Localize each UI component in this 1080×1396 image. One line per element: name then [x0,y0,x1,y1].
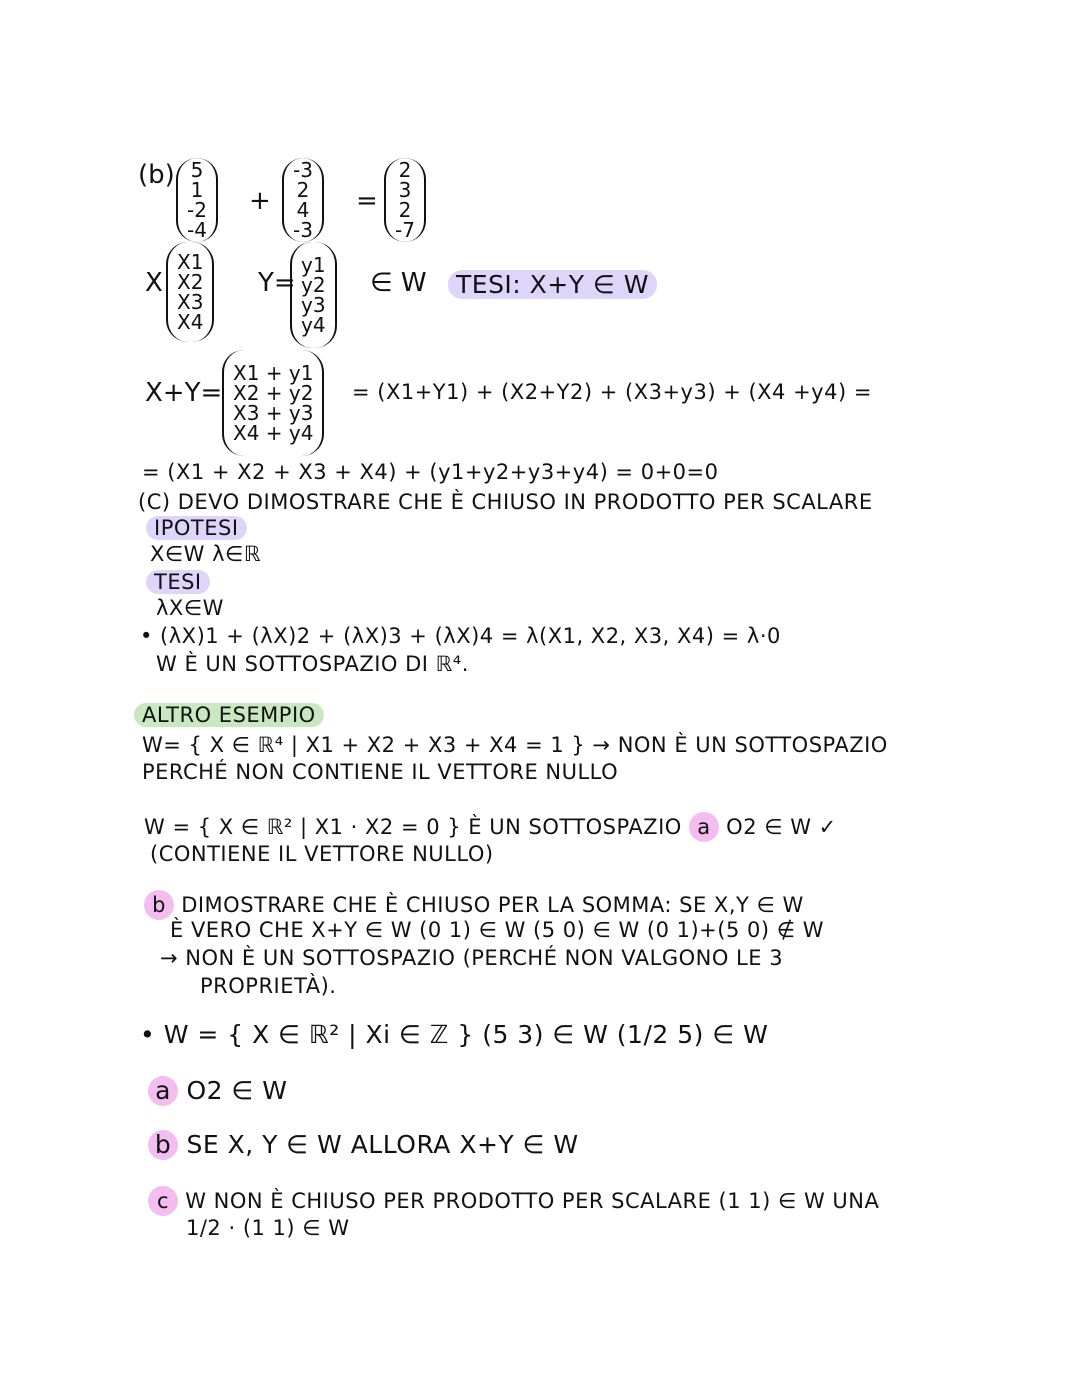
vector-sum [222,350,324,456]
y-label: Y= [258,268,296,298]
part-c-heading: (C) DEVO DIMOSTRARE CHE È CHIUSO IN PRODOTTO PER SCALARE [138,490,873,514]
subspace-conclusion: W È UN SOTTOSPAZIO DI ℝ⁴. [156,652,469,676]
sum-label: X+Y= [145,378,223,408]
vector-y-entry: y2 [301,273,326,297]
bb-line [148,1130,579,1160]
vector-1 [176,158,218,242]
b-line-4: PROPRIETÀ). [200,974,337,998]
vector-1-entry: 1 [190,178,204,202]
altro-heading-text: ALTRO ESEMPIO [134,703,324,727]
vector-3-entry: 2 [398,198,412,222]
c-line [148,1186,879,1216]
sum-line-2: = (X1 + X2 + X3 + X4) + (y1+y2+y3+y4) = 0+0=0 [142,460,719,484]
tesi-text: TESI: X+Y ∈ W [448,270,657,299]
altro-heading [134,703,324,727]
w2-line-2: (CONTIENE IL VETTORE NULLO) [150,842,494,866]
a-marker: a [148,1076,178,1106]
vector-y [290,242,337,348]
bb-marker: b [148,1130,178,1160]
a-line [148,1076,287,1106]
c-marker: c [148,1186,178,1216]
w2-line-1 [144,812,837,842]
ipotesi-label [146,516,247,540]
vector-sum-entry: X1 + y1 [233,361,314,385]
w2-a-marker: a [689,812,719,842]
bb-text: SE X, Y ∈ W ALLORA X+Y ∈ W [186,1130,579,1159]
b-line-3: → NON È UN SOTTOSPAZIO (PERCHÉ NON VALGONO LE 3 [160,946,784,970]
x-label: X [145,268,163,298]
w1-line-1: W= { X ∈ ℝ⁴ | X1 + X2 + X3 + X4 = 1 } → NON È UN SOTTOSPAZIO [142,733,888,757]
vector-1-entry: 5 [190,158,204,182]
b-line-2: È VERO CHE X+Y ∈ W (0 1) ∈ W (5 0) ∈ W (0 1)+(5 0) ∉ W [170,918,824,942]
vector-2-entry: 2 [296,178,310,202]
c-text: W NON È CHIUSO PER PRODOTTO PER SCALARE (1 1) ∈ W UNA [185,1189,880,1213]
vector-2-entry: -3 [293,218,313,242]
tesi-content-c: λX∈W [156,596,224,620]
vector-1-entry: -4 [187,218,207,242]
scalar-calc: • (λX)1 + (λX)2 + (λX)3 + (λX)4 = λ(X1, X2, X3, X4) = λ·0 [140,624,781,648]
b-line-1 [144,890,804,920]
vector-y-entry: y3 [301,293,326,317]
vector-x-entry: X1 [177,250,204,274]
tesi-highlight [448,270,657,299]
vector-2-entry: -3 [293,158,313,182]
vector-3-entry: -7 [395,218,415,242]
w3-line: • W = { X ∈ ℝ² | Xi ∈ ℤ } (5 3) ∈ W (1/2 5) ∈ W [140,1020,769,1049]
sum-expansion: = (X1+Y1) + (X2+Y2) + (X3+y3) + (X4 +y4) = [352,380,872,404]
b-line-1-text: DIMOSTRARE CHE È CHIUSO PER LA SOMMA: SE X,Y ∈ W [181,893,804,917]
w2-a-text: O2 ∈ W ✓ [726,815,837,839]
vector-3 [384,158,426,242]
w1-line-2: PERCHÉ NON CONTIENE IL VETTORE NULLO [142,760,619,784]
part-b-label: (b) [138,160,175,190]
tesi-label-c [146,570,210,594]
a-text: O2 ∈ W [186,1076,288,1105]
vector-sum-entry: X2 + y2 [233,381,314,405]
vector-1-entry: -2 [187,198,207,222]
vector-3-entry: 3 [398,178,412,202]
in-w: ∈ W [370,268,427,298]
vector-y-entry: y4 [301,313,326,337]
tesi-c-text: TESI [146,570,210,594]
vector-sum-entry: X3 + y3 [233,401,314,425]
vector-x-entry: X2 [177,270,204,294]
w2-definition: W = { X ∈ ℝ² | X1 · X2 = 0 } È UN SOTTOSPAZIO [144,815,682,839]
plus-sign: + [249,186,271,216]
ipotesi-content: X∈W λ∈ℝ [150,542,261,566]
b-marker: b [144,890,174,920]
vector-3-entry: 2 [398,158,412,182]
vector-2-entry: 4 [296,198,310,222]
vector-x [166,242,214,342]
vector-x-entry: X4 [177,310,204,334]
vector-2 [282,158,324,242]
vector-x-entry: X3 [177,290,204,314]
ipotesi-text: IPOTESI [146,516,247,540]
vector-sum-entry: X4 + y4 [233,421,314,445]
c-line-2: 1/2 · (1 1) ∈ W [186,1216,350,1240]
equals-sign: = [356,186,378,216]
vector-y-entry: y1 [301,253,326,277]
